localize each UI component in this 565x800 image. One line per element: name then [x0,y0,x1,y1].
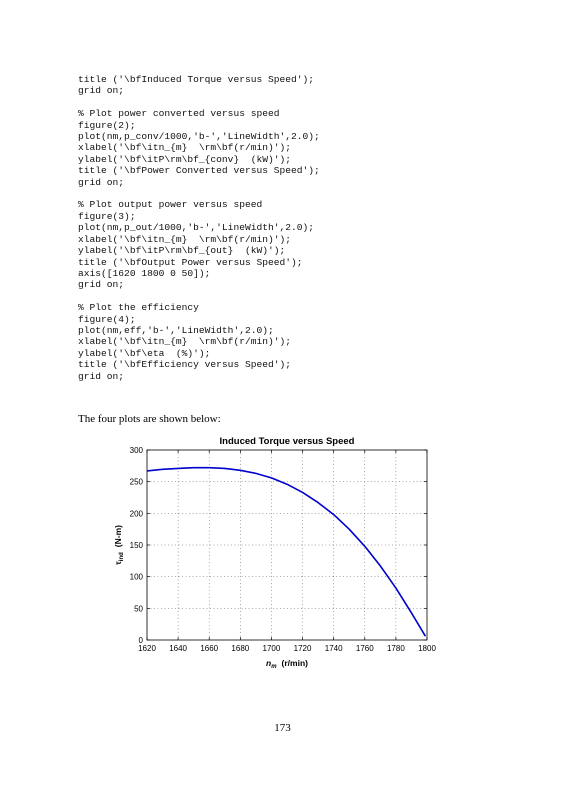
code-line: grid on; [78,370,125,382]
code-line: figure(4); [78,313,136,325]
page-number: 173 [274,722,291,734]
x-tick-label: 1720 [293,644,312,653]
code-line: ylabel('\bf\itP\rm\bf_{conv} (kW)'); [78,153,292,165]
y-tick-label: 300 [129,446,143,455]
x-axis-label-main: n [266,658,272,668]
chart-title: Induced Torque versus Speed [219,436,355,447]
chart-background [100,430,440,670]
code-line: axis([1620 1800 0 50]); [78,267,211,279]
code-line: plot(nm,eff,'b-','LineWidth',2.0); [78,324,274,336]
x-axis-label-sub: m [271,664,277,670]
code-line: xlabel('\bf\itn_{m} \rm\bf(r/min)'); [78,336,292,348]
code-line: xlabel('\bf\itn_{m} \rm\bf(r/min)'); [78,233,292,245]
y-axis-label-sub: ind [119,552,125,562]
code-line: % Plot output power versus speed [78,199,263,211]
code-line: title ('\bfInduced Torque versus Speed'); [78,74,315,85]
matlab-code-listing [78,74,320,382]
code-line: figure(2); [78,119,136,131]
x-axis-label-units: (r/min) [281,658,308,668]
y-tick-label: 100 [129,572,143,582]
plots-intro-text: The four plots are shown below: [78,413,221,425]
code-line: ylabel('\bf\itP\rm\bf_{out} (kW)'); [78,245,286,257]
code-line: title ('\bfEfficiency versus Speed'); [78,359,292,371]
code-line: title ('\bfPower Converted versus Speed'); [78,165,320,177]
code-line: grid on; [78,85,125,97]
code-line: plot(nm,p_conv/1000,'b-','LineWidth',2.0); [78,131,320,143]
code-line: % Plot the efficiency [78,302,199,314]
y-tick-label: 250 [129,477,143,487]
x-tick-label: 1680 [231,644,250,653]
x-tick-label: 1800 [418,644,436,653]
x-tick-label: 1660 [200,644,219,653]
code-line: ylabel('\bf\eta (%)'); [78,347,211,359]
code-line: grid on; [78,279,125,291]
code-line: title ('\bfOutput Power versus Speed'); [78,256,303,268]
code-line: xlabel('\bf\itn_{m} \rm\bf(r/min)'); [78,142,292,154]
y-tick-label: 50 [134,604,143,614]
y-tick-label: 0 [138,636,143,645]
x-tick-label: 1740 [324,644,343,653]
y-tick-label: 150 [129,541,143,550]
code-line: % Plot power converted versus speed [78,108,280,120]
induced-torque-chart [100,430,440,670]
y-axis-label-units: (N-m) [113,525,123,548]
code-line: grid on; [78,176,125,188]
y-axis-label-main: τ [113,561,123,565]
code-line: figure(3); [78,210,136,222]
x-tick-label: 1760 [355,644,374,653]
x-tick-label: 1700 [262,644,281,653]
x-tick-label: 1620 [138,644,156,653]
y-tick-label: 200 [129,509,143,519]
code-line: plot(nm,p_out/1000,'b-','LineWidth',2.0); [78,222,315,234]
x-tick-label: 1640 [169,644,188,653]
x-tick-label: 1780 [386,644,405,653]
